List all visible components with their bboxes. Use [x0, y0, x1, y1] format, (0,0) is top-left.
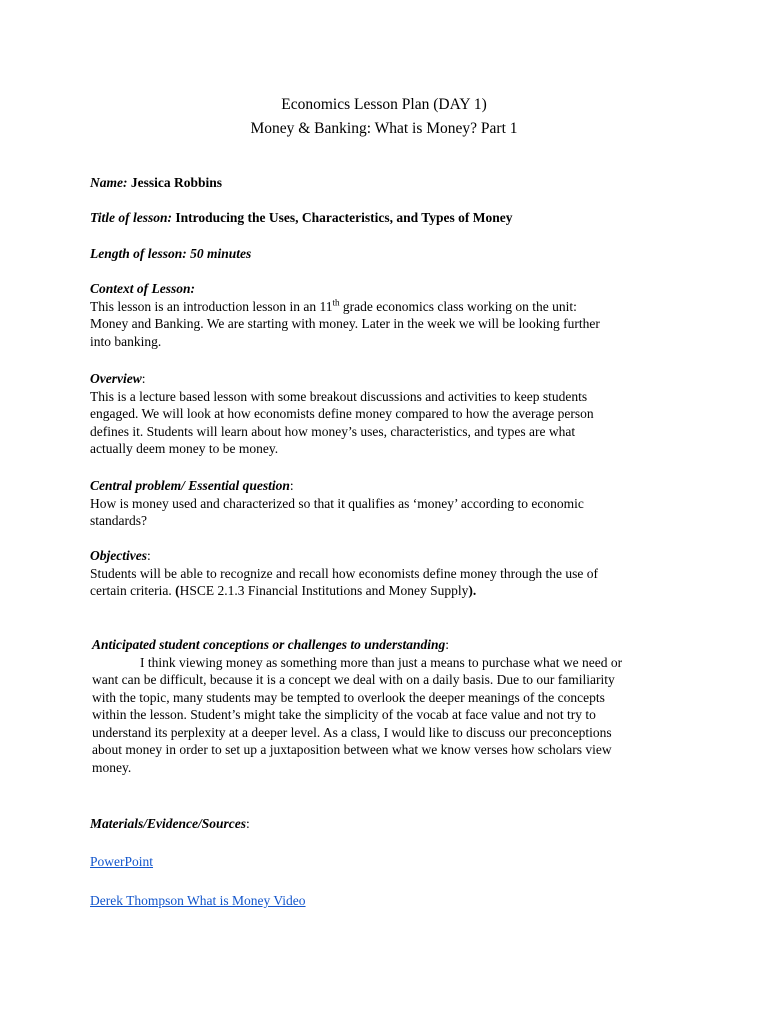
overview-line: actually deem money to be money. — [90, 441, 279, 456]
context-section — [90, 280, 680, 350]
lesson-title-label: Title of lesson: — [90, 210, 172, 225]
lesson-title-field — [90, 209, 680, 227]
central-question-line: How is money used and characterized so that it qualifies as ‘money’ according to economic — [90, 495, 584, 511]
name-field — [90, 174, 680, 192]
powerpoint-link[interactable]: PowerPoint — [90, 854, 154, 869]
context-line: into banking. — [90, 333, 162, 349]
anticipated-line: understand its perplexity at a deeper level. As a class, I would like to discuss our preconceptions — [92, 724, 612, 740]
anticipated-line: within the lesson. Student’s might take the simplicity of the vocab at face value and not try to — [92, 707, 596, 722]
context-line: This lesson is an introduction lesson in an 11th grade economics class working on the unit: — [90, 297, 577, 314]
overview-line: defines it. Students will learn about how money’s uses, characteristics, and types are what — [90, 423, 576, 439]
anticipated-line: with the topic, many students may be tempted to overlook the deeper meanings of the concepts — [92, 689, 605, 705]
materials-label: Materials/Evidence/Sources — [90, 816, 246, 831]
anticipated-section: Anticipated student conceptions or challenges to understanding: I think viewing money as something more than just a means to purchase what we need or want can be difficult, because it is a concept we deal with on a daily basis. Due to our familiarity with the topic, many students may be tempted to overlook the deeper meanings of the concepts within the lesson. Student’s might take the simplicity of the vocab at face value and not try to understand its perplexity at a deeper level. As a class, I would like to discuss our preconceptions about money in order to set up a juxtaposition between what we know verses how scholars view money. — [92, 636, 682, 776]
central-question-line: standards? — [90, 513, 147, 528]
overview-label: Overview — [90, 371, 142, 386]
objectives-line: certain criteria. (HSCE 2.1.3 Financial Institutions and Money Supply). — [90, 583, 477, 598]
overview-line: engaged. We will look at how economists define money compared to how the average person — [90, 406, 594, 421]
anticipated-line: about money in order to set up a juxtaposition between what we know verses how scholars view — [92, 742, 612, 757]
central-question-label: Central problem/ Essential question — [90, 478, 290, 493]
objectives-label: Objectives — [90, 548, 147, 563]
page-subtitle: Money & Banking: What is Money? Part 1 — [250, 120, 518, 137]
video-link[interactable]: Derek Thompson What is Money Video — [90, 893, 306, 908]
lesson-length-field — [90, 245, 680, 263]
document-header — [0, 93, 768, 141]
name-label: Name: — [90, 175, 128, 190]
materials-section: Materials/Evidence/Sources: — [90, 816, 250, 831]
overview-line: This is a lecture based lesson with some breakout discussions and activities to keep students — [90, 388, 588, 404]
overview-section: Overview: This is a lecture based lesson with some breakout discussions and activities to keep students engaged. We will look at how economists define money compared to how the average person defines it. Students will learn about how money’s uses, characteristics, and types are what actually deem money to be money. — [90, 370, 680, 458]
anticipated-label: Anticipated student conceptions or challenges to understanding — [92, 637, 446, 652]
lesson-length-label: Length of lesson: 50 minutes — [90, 246, 252, 261]
name-value: Jessica Robbins — [130, 175, 223, 190]
context-line: Money and Banking. We are starting with money. Later in the week we will be looking further — [90, 316, 600, 331]
objectives-section: Objectives: Students will be able to recognize and recall how economists define money through the use of certain criteria. (HSCE 2.1.3 Financial Institutions and Money Supply). — [90, 547, 680, 600]
anticipated-line: money. — [92, 759, 132, 775]
context-label: Context of Lesson: — [90, 281, 196, 296]
anticipated-line: I think viewing money as something more than just a means to purchase what we need or — [140, 654, 623, 670]
objectives-line: Students will be able to recognize and recall how economists define money through the use of — [90, 565, 598, 581]
page-title: Economics Lesson Plan (DAY 1) — [281, 96, 487, 113]
central-question-section: Central problem/ Essential question: How is money used and characterized so that it qualifies as ‘money’ according to economic standards? — [90, 477, 680, 530]
anticipated-line: want can be difficult, because it is a concept we deal with on a daily basis. Due to our familiarity — [92, 672, 615, 687]
lesson-title-value: Introducing the Uses, Characteristics, and Types of Money — [175, 210, 513, 225]
